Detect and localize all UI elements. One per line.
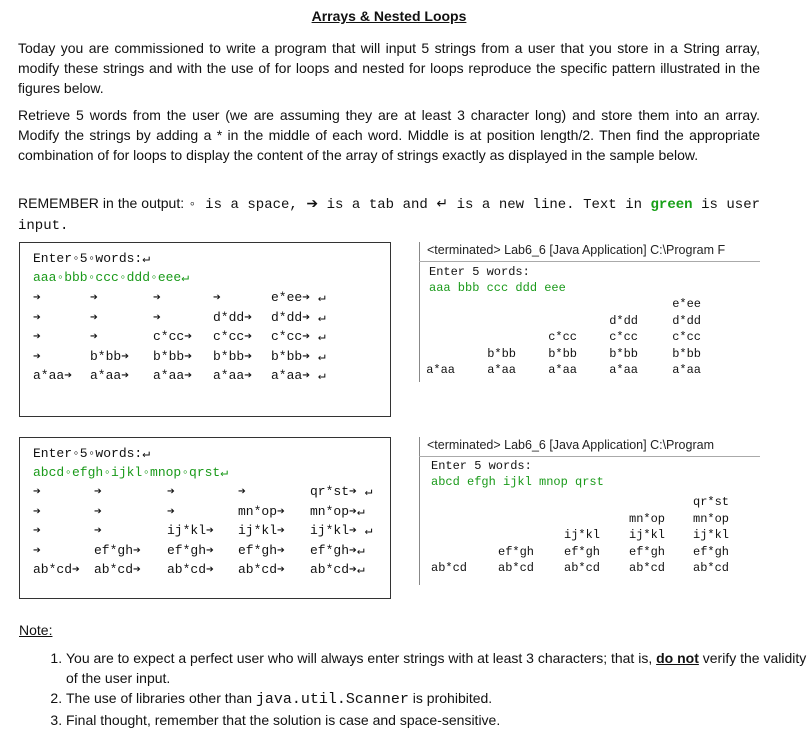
note-3-text: Final thought, remember that the solution is case and space-sensitive.	[66, 712, 501, 728]
remember-suffix: is user input.	[18, 197, 760, 234]
instructions-paragraph: Retrieve 5 words from the user (we are assuming they are at least 3 character long) and store them into an array. Modify the strings by adding a * in the middle of each word. Middle is at position length/2. Then find the appropriate combination of for loops to display the content of the array of strings exactly as displayed in the sample below.	[18, 107, 760, 163]
console2-cell: ab*cd	[431, 561, 468, 575]
note-item-3	[66, 710, 808, 730]
note-heading: Note:	[19, 622, 53, 638]
console2-cell: ab*cd	[564, 561, 601, 575]
sample2-cell: ➔	[94, 523, 102, 538]
sample2-cell: ➔	[167, 503, 175, 519]
console1-cell: b*bb	[672, 346, 701, 361]
tab-text: is a tab and	[318, 197, 437, 213]
tab-symbol: ➔	[306, 195, 319, 211]
sample2-cell: ab*cd➔	[238, 562, 285, 577]
sample2-cell: ab*cd➔	[167, 562, 214, 577]
console1-cell: d*dd	[672, 313, 701, 328]
sample2-cell: ij*kl➔ ↵	[310, 523, 373, 538]
console1-cell: a*aa	[672, 363, 701, 377]
console2-cell: ij*kl	[693, 528, 730, 542]
sample1-cell: ➔	[33, 309, 41, 325]
console1-cell: a*aa	[487, 363, 516, 377]
sample2-cell: mn*op➔	[238, 503, 285, 519]
console1-prompt: Enter 5 words:	[429, 265, 530, 279]
sample2-cell: ➔	[94, 484, 102, 499]
sample-output-box-1	[19, 242, 391, 417]
sample1-cell: a*aa➔	[153, 368, 193, 383]
sample1-cell: b*bb➔	[153, 348, 193, 364]
console-window-2	[419, 437, 760, 585]
console2-prompt: Enter 5 words:	[431, 459, 532, 473]
note-1-emphasis: do not	[656, 650, 699, 666]
sample-output-box-2	[19, 437, 391, 599]
console2-cell: ab*cd	[629, 561, 666, 575]
sample1-cell: c*cc➔	[153, 329, 193, 344]
console2-cell: ab*cd	[693, 561, 730, 575]
console1-cell: c*cc	[672, 330, 701, 344]
sample2-cell: ➔	[167, 484, 175, 499]
sample2-cell: ab*cd➔	[33, 562, 80, 577]
sample1-prompt: Enter◦5◦words:↵	[33, 251, 151, 266]
remember-prefix: REMEMBER in the output:	[18, 195, 189, 211]
sample1-cell: a*aa➔	[33, 368, 73, 383]
remember-paragraph	[18, 194, 760, 236]
sample1-cell: ➔	[90, 309, 98, 325]
console2-cell: mn*op	[629, 511, 666, 526]
sample2-cell: ab*cd➔	[94, 562, 141, 577]
sample1-cell: a*aa➔	[213, 368, 253, 383]
console1-cell: a*aa	[548, 363, 577, 377]
console1-cell: c*cc	[609, 330, 638, 344]
sample2-cell: ➔	[33, 542, 41, 558]
sample2-cell: qr*st➔ ↵	[310, 484, 373, 499]
note-2-text: The use of libraries other than	[66, 690, 256, 706]
console1-cell: b*bb	[487, 346, 516, 361]
console2-border	[419, 437, 420, 585]
note-1-text-end: verify the validity of the user input.	[66, 650, 807, 686]
sample1-cell: ➔	[33, 348, 41, 364]
console1-border	[419, 242, 420, 382]
console2-cell: ef*gh	[564, 544, 601, 559]
note-list	[18, 648, 808, 730]
sample1-cell: ➔	[153, 290, 161, 305]
note-2-text-end: is prohibited.	[408, 690, 493, 706]
console1-cell: b*bb	[609, 346, 638, 361]
sample1-cell: a*aa➔ ↵	[271, 368, 326, 383]
console1-cell: a*aa	[609, 363, 638, 377]
console2-divider	[419, 456, 760, 457]
sample1-cell: ➔	[213, 290, 221, 305]
console1-cell: e*ee	[672, 297, 701, 311]
green-word: green	[650, 197, 693, 213]
intro-paragraph: Today you are commissioned to write a program that will input 5 strings from a user that you store in a String array, modify these strings and with the use of for loops and nested for loops reproduce the specific pattern illustrated in the figures below.	[18, 40, 760, 96]
note-item-1	[66, 648, 808, 688]
sample2-input: abcd◦efgh◦ijkl◦mnop◦qrst↵	[33, 465, 229, 480]
sample2-cell: ➔	[238, 484, 246, 499]
console2-cell: ij*kl	[629, 528, 666, 542]
console2-cell: mn*op	[693, 511, 730, 526]
note-2-code: java.util.Scanner	[255, 691, 409, 708]
sample1-cell: d*dd➔	[213, 309, 253, 325]
sample1-cell: c*cc➔ ↵	[271, 329, 326, 344]
console2-cell: ij*kl	[564, 528, 601, 542]
sample2-cell: ef*gh➔	[238, 542, 285, 558]
console1-cell: d*dd	[609, 313, 638, 328]
console2-cell: ef*gh	[693, 544, 730, 559]
console1-cell: c*cc	[548, 330, 577, 344]
console2-cell: ef*gh	[498, 544, 535, 559]
sample1-cell: ➔	[90, 329, 98, 344]
sample2-cell: ➔	[33, 484, 41, 499]
sample1-cell: ➔	[153, 309, 161, 325]
sample1-cell: ➔	[33, 290, 41, 305]
space-symbol: ◦	[188, 197, 197, 213]
console1-cell: b*bb	[548, 346, 577, 361]
sample1-cell: b*bb➔	[90, 348, 130, 364]
sample1-cell: ➔	[33, 329, 41, 344]
sample1-cell: b*bb➔ ↵	[271, 348, 326, 364]
page-title: Arrays & Nested Loops	[311, 8, 467, 24]
sample2-cell: ef*gh➔	[167, 542, 214, 558]
sample1-cell: ➔	[90, 290, 98, 305]
newline-symbol: ↵	[436, 195, 449, 211]
sample2-cell: ➔	[33, 503, 41, 519]
console2-cell: qr*st	[693, 495, 730, 509]
sample2-cell: ab*cd➔↵	[310, 562, 365, 577]
console2-terminated-label: <terminated> Lab6_6 [Java Application] C:\Program	[427, 438, 714, 452]
console1-terminated-label: <terminated> Lab6_6 [Java Application] C:\Program F	[427, 243, 726, 257]
sample1-cell: a*aa➔	[90, 368, 130, 383]
sample2-cell: ef*gh➔	[94, 542, 141, 558]
sample2-cell: ➔	[94, 503, 102, 519]
newline-text: is a new line. Text in	[448, 197, 651, 213]
sample1-cell: c*cc➔	[213, 329, 253, 344]
console1-divider	[419, 261, 760, 262]
console2-cell: ab*cd	[498, 561, 535, 575]
sample2-cell: ij*kl➔	[238, 523, 285, 538]
sample2-cell: ef*gh➔↵	[310, 542, 365, 558]
sample1-cell: d*dd➔ ↵	[271, 309, 326, 325]
note-1-text: You are to expect a perfect user who will always enter strings with at least 3 characters; that is,	[66, 650, 657, 666]
console2-cell: ef*gh	[629, 544, 666, 559]
sample1-input: aaa◦bbb◦ccc◦ddd◦eee↵	[33, 270, 190, 285]
sample1-cell: b*bb➔	[213, 348, 253, 364]
note-item-2	[66, 688, 808, 710]
console1-cell: a*aa	[426, 363, 455, 377]
sample2-cell: ij*kl➔	[167, 523, 214, 538]
console2-input: abcd efgh ijkl mnop qrst	[431, 475, 604, 489]
sample1-cell: e*ee➔ ↵	[271, 290, 326, 305]
sample2-cell: ➔	[33, 523, 41, 538]
space-text: is a space,	[196, 197, 307, 213]
sample2-cell: mn*op➔↵	[310, 503, 365, 519]
console-window-1	[419, 242, 760, 382]
console1-input: aaa bbb ccc ddd eee	[429, 281, 566, 295]
sample2-prompt: Enter◦5◦words:↵	[33, 446, 151, 461]
